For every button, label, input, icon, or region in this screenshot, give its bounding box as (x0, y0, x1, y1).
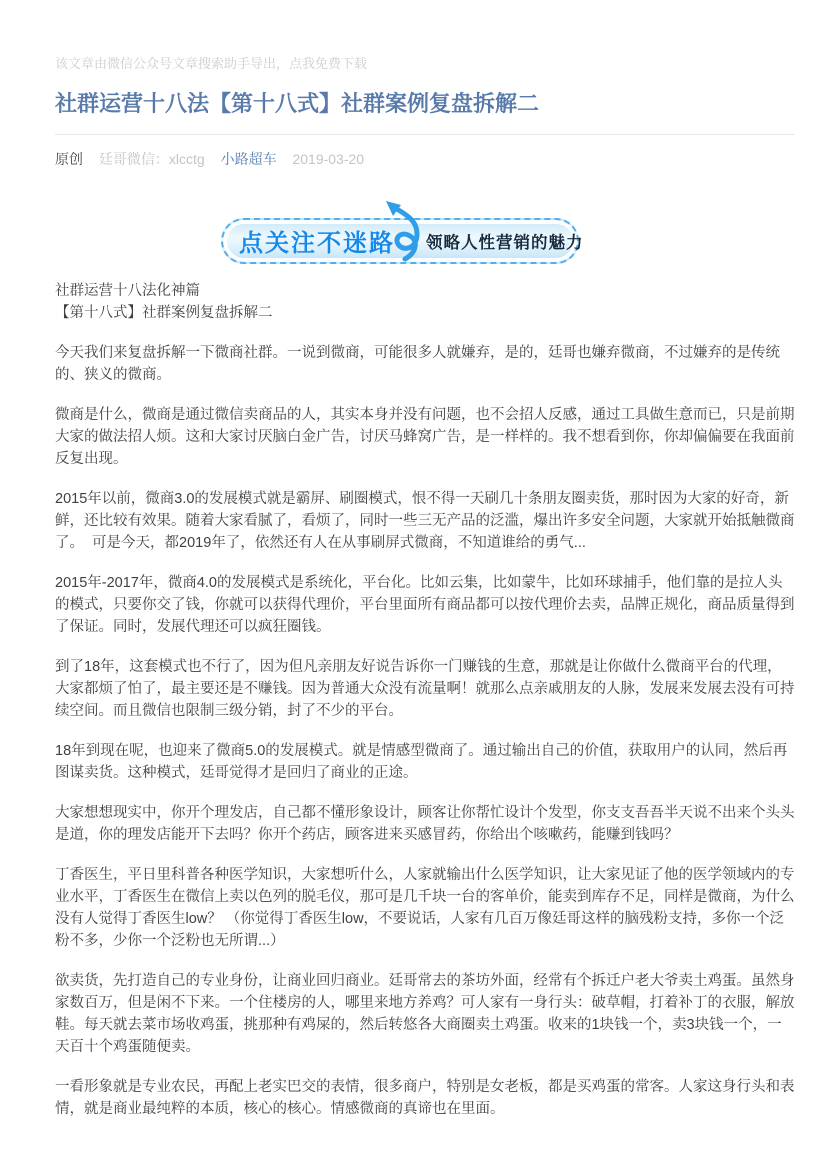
publish-date: 2019-03-20 (292, 150, 365, 167)
article-body (55, 280, 795, 1120)
article-paragraph: 到了18年，这套模式也不行了，因为但凡亲朋友好说告诉你一门赚钱的生意，那就是让你做什么微商平台的代理，大家都烦了怕了，最主要还是不赚钱。因为普通大众没有流量啊！就那么点亲戚朋友的人脉，发展来发展去没有可持续空间。而且微信也限制三级分销，封了不少的平台。 (55, 658, 795, 719)
follow-banner (221, 218, 584, 264)
article-paragraph: 18年到现在呢，也迎来了微商5.0的发展模式。就是情感型微商了。通过输出自己的价值，获取用户的认同，然后再图谋卖货。这种模式，廷哥觉得才是回归了商业的正途。 (55, 742, 788, 781)
original-tag: 原创 (55, 150, 83, 167)
article-heading (55, 280, 795, 324)
article-paragraph: 欲卖货，先打造自己的专业身份，让商业回归商业。廷哥常去的茶坊外面，经常有个拆迁户老大爷卖土鸡蛋。虽然身家数百万，但是闲不下来。一个住楼房的人，哪里来地方养鸡？可人家有一身行头：破草帽，打着补丁的衣服，解放鞋。每天就去菜市场收鸡蛋，挑那种有鸡屎的，然后转悠各大商圈卖土鸡蛋。收来的1块钱一个，卖3块钱一个，一天百十个鸡蛋随便卖。 (55, 972, 795, 1055)
article-paragraph: 一看形象就是专业农民，再配上老实巴交的表情，很多商户，特别是女老板，都是买鸡蛋的常客。人家这身行头和表情，就是商业最纯粹的本质，核心的核心。情感微商的真谛也在里面。 (55, 1078, 795, 1117)
banner-cta-text: 点关注不迷路 (239, 230, 395, 258)
article-paragraph: 2015年以前，微商3.0的发展模式就是霸屏、刷圈模式，恨不得一天刷几十条朋友圈卖货，那时因为大家的好奇，新鲜，还比较有效果。随着大家看腻了，看烦了，同时一些三无产品的泛滥，爆出许多安全问题，大家就开始抵触微商了。 可是今天，都2019年了，依然还有人在从事刷屏式微商，不知道谁给的勇气... (55, 490, 795, 551)
follow-banner-pill (221, 218, 584, 264)
title-divider (55, 134, 795, 135)
export-notice: 该文章由微信公众号文章搜索助手导出，点我免费下载 (55, 56, 368, 71)
heading-line-2: 【第十八式】社群案例复盘拆解二 (55, 304, 273, 321)
article-paragraph: 今天我们来复盘拆解一下微商社群。一说到微商，可能很多人就嫌弃，是的，廷哥也嫌弃微商，不过嫌弃的是传统的、狭义的微商。 (55, 344, 780, 383)
article-meta (55, 150, 795, 168)
wechat-id-label: 廷哥微信：xlcctg (98, 150, 205, 167)
heading-line-1: 社群运营十八法化神篇 (55, 282, 200, 299)
account-name-link[interactable]: 小路超车 (220, 150, 277, 167)
article-paragraph: 丁香医生，平日里科普各种医学知识，大家想听什么，人家就输出什么医学知识，让大家见证了他的医学领域内的专业水平，丁香医生在微信上卖以色列的脱毛仪，那可是几千块一台的客单价，能卖到库存不足，同样是微商，为什么没有人觉得丁香医生low？ （你觉得丁香医生low，不要说话，人家有几百万像廷哥这样的脑残粉支持，多你一个泛粉不多，少你一个泛粉也无所谓...） (55, 866, 795, 949)
article-paragraph: 2015年-2017年，微商4.0的发展模式是系统化，平台化。比如云集，比如蒙牛，比如环球捕手，他们靠的是拉人头的模式，只要你交了钱，你就可以获得代理价，平台里面所有商品都可以按代理价去卖，品牌正规化，商品质量得到了保证。同时，发展代理还可以疯狂圈钱。 (55, 574, 795, 635)
banner-tagline-text: 领略人性营销的魅力 (426, 233, 584, 252)
page-title: 社群运营十八法【第十八式】社群案例复盘拆解二 (55, 91, 540, 116)
article-paragraph: 大家想想现实中，你开个理发店，自己都不懂形象设计，顾客让你帮忙设计个发型，你支支吾吾半天说不出来个头头是道，你的理发店能开下去吗？你开个药店，顾客进来买感冒药，你给出个咳嗽药，能赚到钱吗？ (55, 804, 795, 843)
article-paragraph: 微商是什么，微商是通过微信卖商品的人，其实本身并没有问题，也不会招人反感，通过工具做生意而已，只是前期大家的做法招人烦。这和大家讨厌脑白金广告，讨厌马蜂窝广告，是一样样的。我不想看到你，你却偏偏要在我面前反复出现。 (55, 406, 795, 467)
